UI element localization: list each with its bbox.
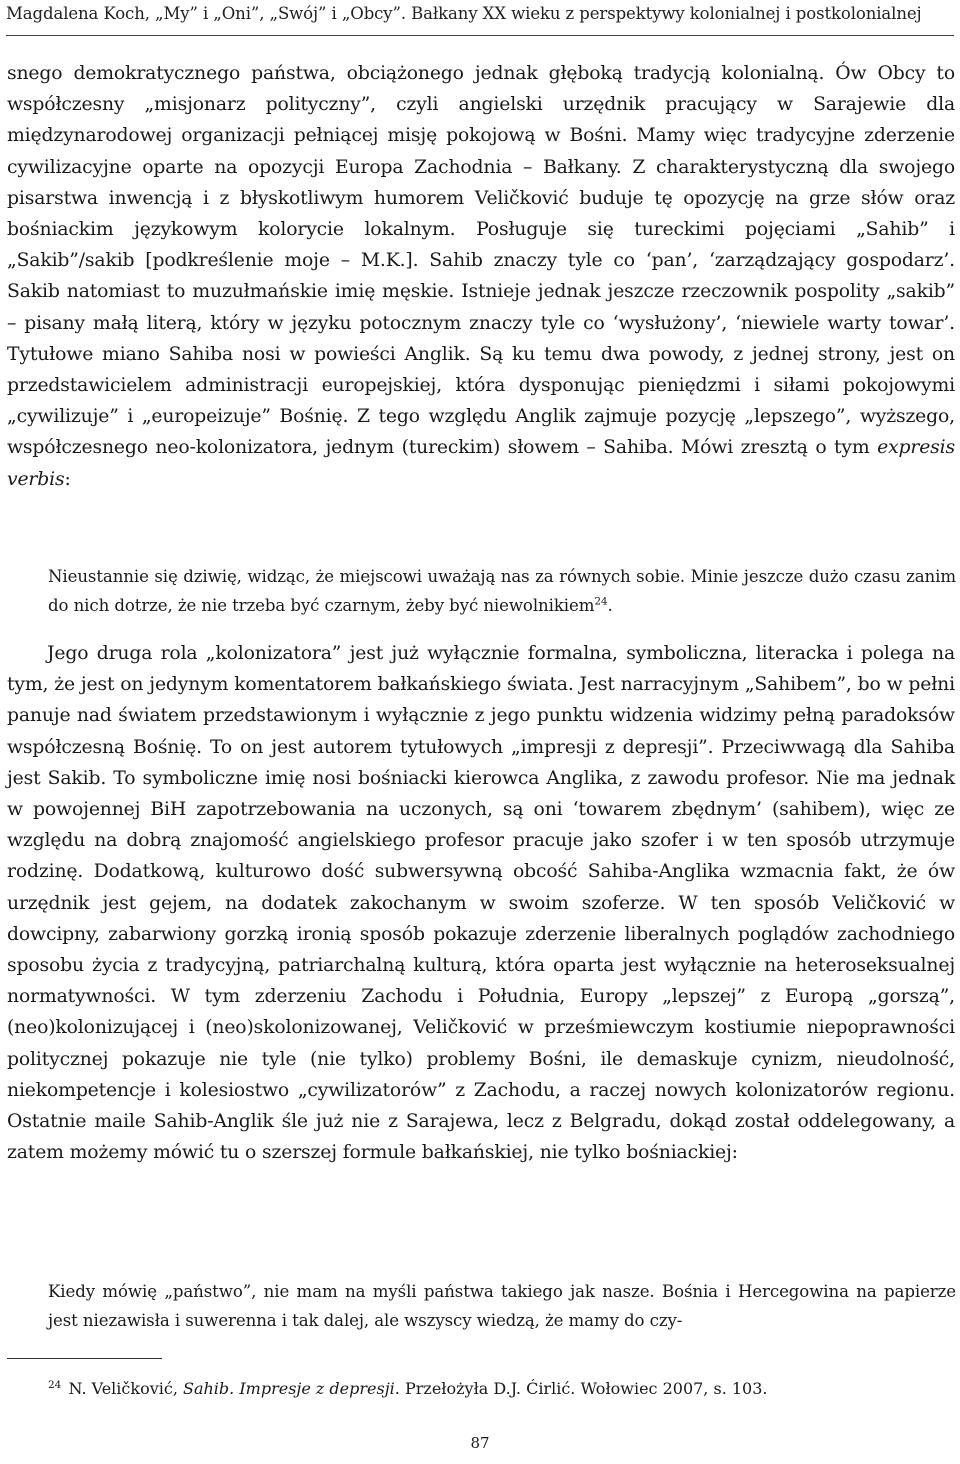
paragraph-1-italic: expresis verbis xyxy=(7,437,956,490)
footnote-text-before: N. Veličković, xyxy=(68,1379,178,1398)
paragraph-1-text: snego demokratycznego państwa, obciążonego jednak głęboką tradycją kolonialną. Ów Obcy to współczesny „misjonarz polityczny”, czyli angielski urzędnik pracujący w Sarajewie dla międzynarodowej organizacji pełniącej misję pokojową w Bośni. Mamy więc tradycyjne zderzenie cywilizacyjne oparte na opozycji Europa Zachodnia – Bałkany. Z charakterystyczną dla swojego pisarstwa inwencją i z błyskotliwym humorem Veličković buduje tę opozycję na grze słów oraz bośniackim językowym kolorycie lokalnym. Posługuje się tureckimi pojęciami „Sahib” i „Sakib”/sakib [podkreślenie moje – M.K.]. Sahib znaczy tyle co ‘pan’, ‘zarządzający gospodarz’. Sakib natomiast to muzułmańskie imię męskie. Istnieje jednak jeszcze rzeczownik pospolity „sakib” – pisany małą literą, który w języku potocznym znaczy tyle co ‘wysłużony’, ‘niewiele warty towar’. Tytułowe miano Sahiba nosi w powieści Anglik. Są ku temu dwa powody, z jednej strony, jest on przedstawicielem administracji europejskiej, która dysponując pieniędzmi i siłami pokojowymi „cywilizuje” i „europeizuje” Bośnię. Z tego względu Anglik zajmuje pozycję „lepszego”, wyższego, współczesnego neo-kolonizatora, jednym (tureckim) słowem – Sahiba. Mówi zresztą o tym xyxy=(7,63,955,459)
page-number: 87 xyxy=(470,1434,490,1452)
footnote-reference[interactable]: 24 xyxy=(594,595,608,608)
footnote-number: 24 xyxy=(48,1378,62,1391)
running-header: Magdalena Koch, „My” i „Oni”, „Swój” i „Obcy”. Bałkany XX wieku z perspektywy kolonialnej i postkolonialnej xyxy=(6,4,922,23)
quote-1-text: Nieustannie się dziwię, widząc, że miejscowi uważają nas za równych sobie. Minie jeszcze dużo czasu zanim do nich dotrze, że nie trzeba być czarnym, żeby być niewolnikiem xyxy=(48,567,956,615)
paragraph-2-text: Jego druga rola „kolonizatora” jest już wyłącznie formalna, symboliczna, literacka i polega na tym, że jest on jedynym komentatorem bałkańskiego świata. Jest narracyjnym „Sahibem”, bo w pełni panuje nad światem przedstawionym i wyłącznie z jego punktu widzenia widzimy pełną paradoksów współczesną Bośnię. To on jest autorem tytułowych „impresji z depresji”. Przeciwwagą dla Sahiba jest Sakib. To symboliczne imię nosi bośniacki kierowca Anglika, z zawodu profesor. Nie ma jednak w powojennej BiH zapotrzebowania na uczonych, są oni ‘towarem zbędnym’ (sahibem), więc ze względu na dobrą znajomość angielskiego profesor pracuje jako szofer i w ten sposób utrzymuje rodzinę. Dodatkową, kulturowo dość subwersywną obcość Sahiba-Anglika wzmacnia fakt, że ów urzędnik jest gejem, na dodatek zakochanym w swoim szoferze. W ten sposób Veličković w dowcipny, zabarwiony gorzką ironią sposób pokazuje zderzenie liberalnych poglądów zachodniego sposobu życia z tradycyjną, patriarchalną kulturą, która oparta jest wyłącznie na heteroseksualnej normatywności. W tym zderzeniu Zachodu i Południa, Europy „lepszej” z Europą „gorszą”, (neo)kolonizującej i (neo)skolonizowanej, Veličković w prześmiewczym kostiumie niepoprawności politycznej pokazuje nie tyle (nie tylko) problemy Bośni, ile demaskuje cynizm, nieudolność, niekompetencje i kolesiostwo „cywilizatorów” z Zachodu, a raczej nowych kolonizatorów regionu. Ostatnie maile Sahib-Anglik śle już nie z Sarajewa, lecz z Belgradu, dokąd został oddelegowany, a zatem możemy mówić tu o szerszej formule bałkańskiej, nie tylko bośniackiej: xyxy=(7,643,955,1164)
footnote-title: Sahib. Impresje z depresji xyxy=(183,1379,395,1398)
header-divider xyxy=(6,35,954,36)
paragraph-1-end: : xyxy=(64,468,71,490)
body-paragraph-2 xyxy=(7,638,955,1168)
quote-1-end: . xyxy=(607,596,613,615)
body-paragraph-1 xyxy=(7,58,955,495)
footnote-text-after: . Przełożyła D.J. Ćirlić. Wołowiec 2007, s. 103. xyxy=(394,1379,768,1398)
quote-2-text: Kiedy mówię „państwo”, nie mam na myśli państwa takiego jak nasze. Bośnia i Hercegowina na papierze jest niezawisła i suwerenna i tak dalej, ale wszyscy wiedzą, że mamy do czy- xyxy=(48,1282,956,1330)
footnote xyxy=(48,1378,948,1400)
footnote-divider xyxy=(7,1358,162,1359)
block-quote-2 xyxy=(48,1277,956,1335)
block-quote-1 xyxy=(48,562,956,620)
